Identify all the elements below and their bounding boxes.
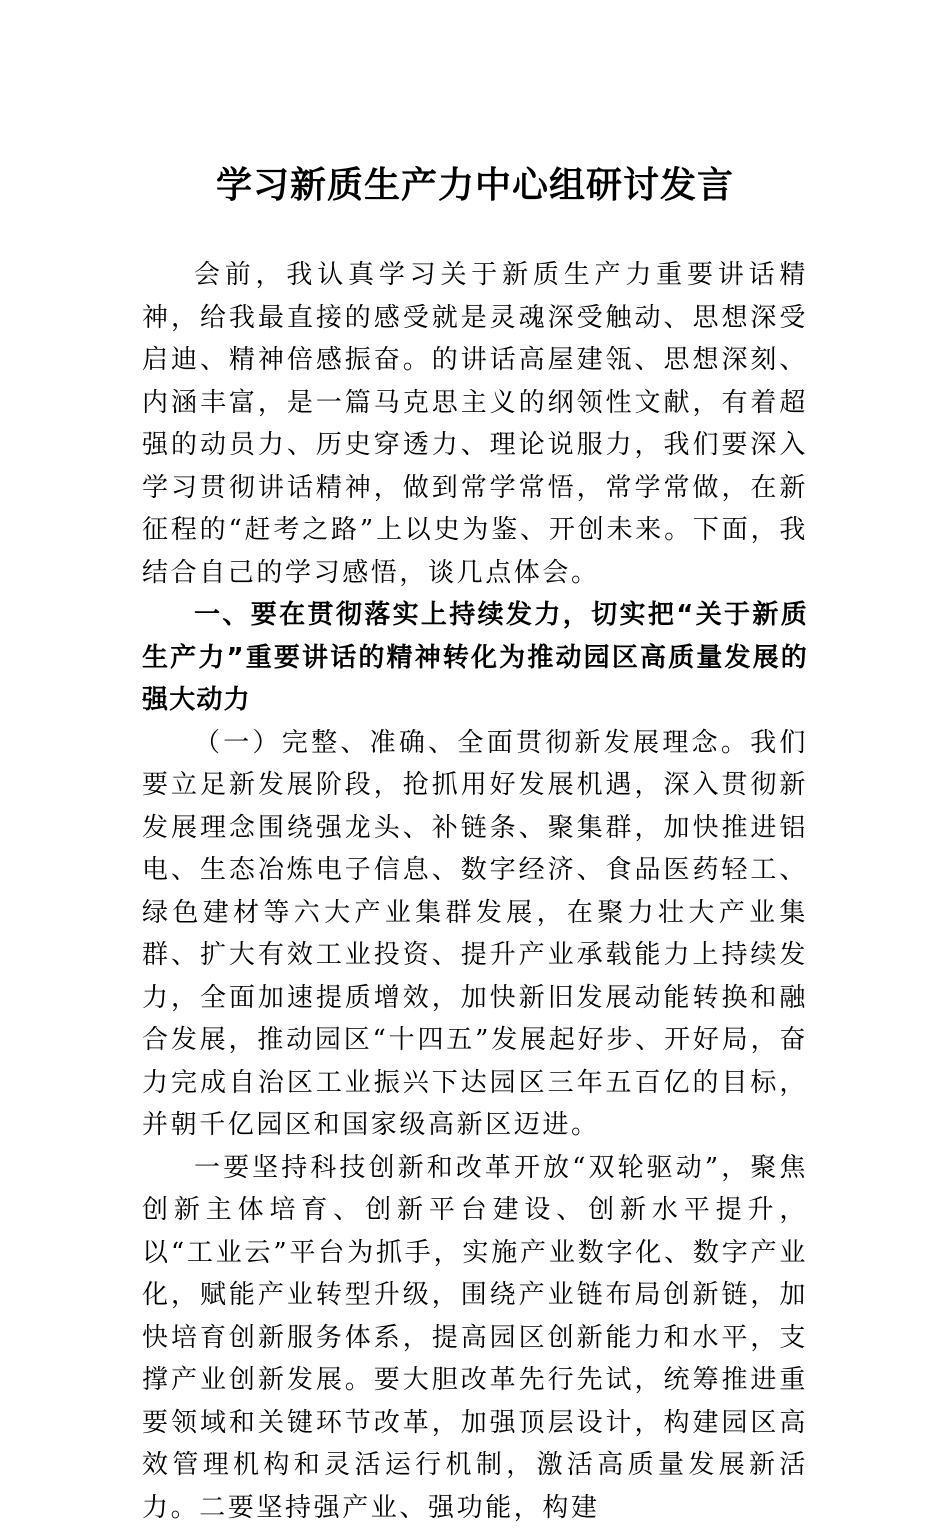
document-body (142, 254, 808, 1529)
body-paragraph: 一要坚持科技创新和改革开放“双轮驱动”，聚焦创新主体培育、创新平台建设、创新水平提升，以“工业云”平台为抓手，实施产业数字化、数字产业化，赋能产业转型升级，围绕产业链布局创新链，加快培育创新服务体系，提高园区创新能力和水平，支撑产业创新发展。要大胆改革先行先试，统筹推进重要领域和关键环节改革，加强顶层设计，构建园区高效管理机构和灵活运行机制，激活高质量发展新活力。二要坚持强产业、强功能，构建 (142, 1147, 808, 1529)
subsection-paragraph-1: （一）完整、准确、全面贯彻新发展理念。我们要立足新发展阶段，抢抓用好发展机遇，深入贯彻新发展理念围绕强龙头、补链条、聚集群，加快推进铝电、生态冶炼电子信息、数字经济、食品医药轻工、绿色建材等六大产业集群发展，在聚力壮大产业集群、扩大有效工业投资、提升产业承载能力上持续发力，全面加速提质增效，加快新旧发展动能转换和融合发展，推动园区“十四五”发展起好步、开好局，奋力完成自治区工业振兴下达园区三年五百亿的目标，并朝千亿园区和国家级高新区迈进。 (142, 722, 808, 1147)
intro-paragraph: 会前，我认真学习关于新质生产力重要讲话精神，给我最直接的感受就是灵魂深受触动、思想深受启迪、精神倍感振奋。的讲话高屋建瓴、思想深刻、内涵丰富，是一篇马克思主义的纲领性文献，有着超强的动员力、历史穿透力、理论说服力，我们要深入学习贯彻讲话精神，做到常学常悟，常学常做，在新征程的“赶考之路”上以史为鉴、开创未来。下面，我结合自己的学习感悟，谈几点体会。 (142, 254, 808, 594)
document-title: 学习新质生产力中心组研讨发言 (0, 160, 950, 210)
section-heading-1: 一、要在贯彻落实上持续发力，切实把“关于新质生产力”重要讲话的精神转化为推动园区高质量发展的强大动力 (142, 594, 808, 722)
